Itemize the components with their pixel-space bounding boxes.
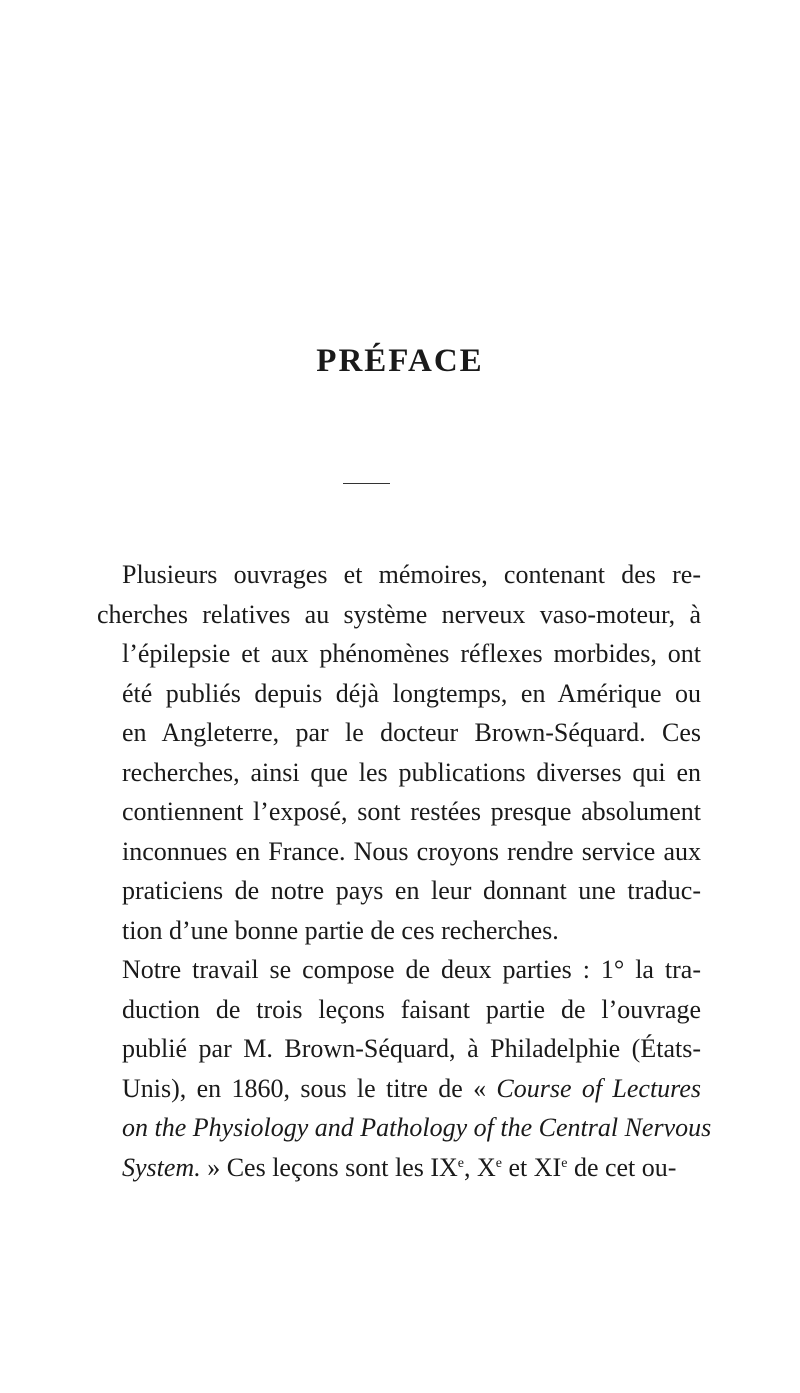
superscript: e [495,1155,503,1171]
text-line: Plusieurs ouvrages et mémoires, contenant des re- [122,560,701,589]
text-line: l’épilepsie et aux phénomènes réflexes morbides, ont [122,639,701,668]
text-run: de cet ou- [567,1152,677,1182]
text-line: inconnues en France. Nous croyons rendre service aux [122,836,701,866]
text-run: » Ces leçons sont les IX [200,1152,458,1182]
text-line: cherches relatives au système nerveux vaso-moteur, à [97,599,701,629]
superscript: e [561,1155,568,1171]
text-line [97,1108,712,1148]
text-line: en Angleterre, par le docteur Brown-Séquard. Ces [122,718,701,747]
paragraph-2 [97,950,712,1187]
text-line [97,1069,701,1109]
text-line [97,1148,701,1188]
text-run: et XI [502,1152,562,1182]
text-line: recherches, ainsi que les publications diverses qui en [122,757,701,787]
text-line: publié par M. Brown-Séquard, à Philadelphie (États- [122,1034,701,1063]
text-line: été publiés depuis déjà longtemps, en Amérique ou [122,678,701,708]
book-title-part: Course of Lectures [496,1073,701,1103]
title-divider [343,483,390,484]
text-run: , X [464,1152,496,1182]
body-text [97,555,712,1187]
book-title-part: on the Physiology and Pathology of the Central Nervous [122,1113,712,1142]
text-line: tion d’une bonne partie de ces recherches. [122,915,559,945]
paragraph-1 [97,555,701,950]
text-line: duction de trois leçons faisant partie de l’ouvrage [122,994,701,1024]
superscript: e [457,1155,465,1171]
text-run: Unis), en 1860, sous le titre de « [122,1073,497,1103]
text-line: contiennent l’exposé, sont restées presque absolument [122,797,701,826]
book-title-part: System. [122,1152,201,1182]
text-line: praticiens de notre pays en leur donnant une traduc- [122,876,701,905]
page-title: PRÉFACE [316,343,484,379]
text-line: Notre travail se compose de deux parties : 1° la tra- [122,955,701,984]
